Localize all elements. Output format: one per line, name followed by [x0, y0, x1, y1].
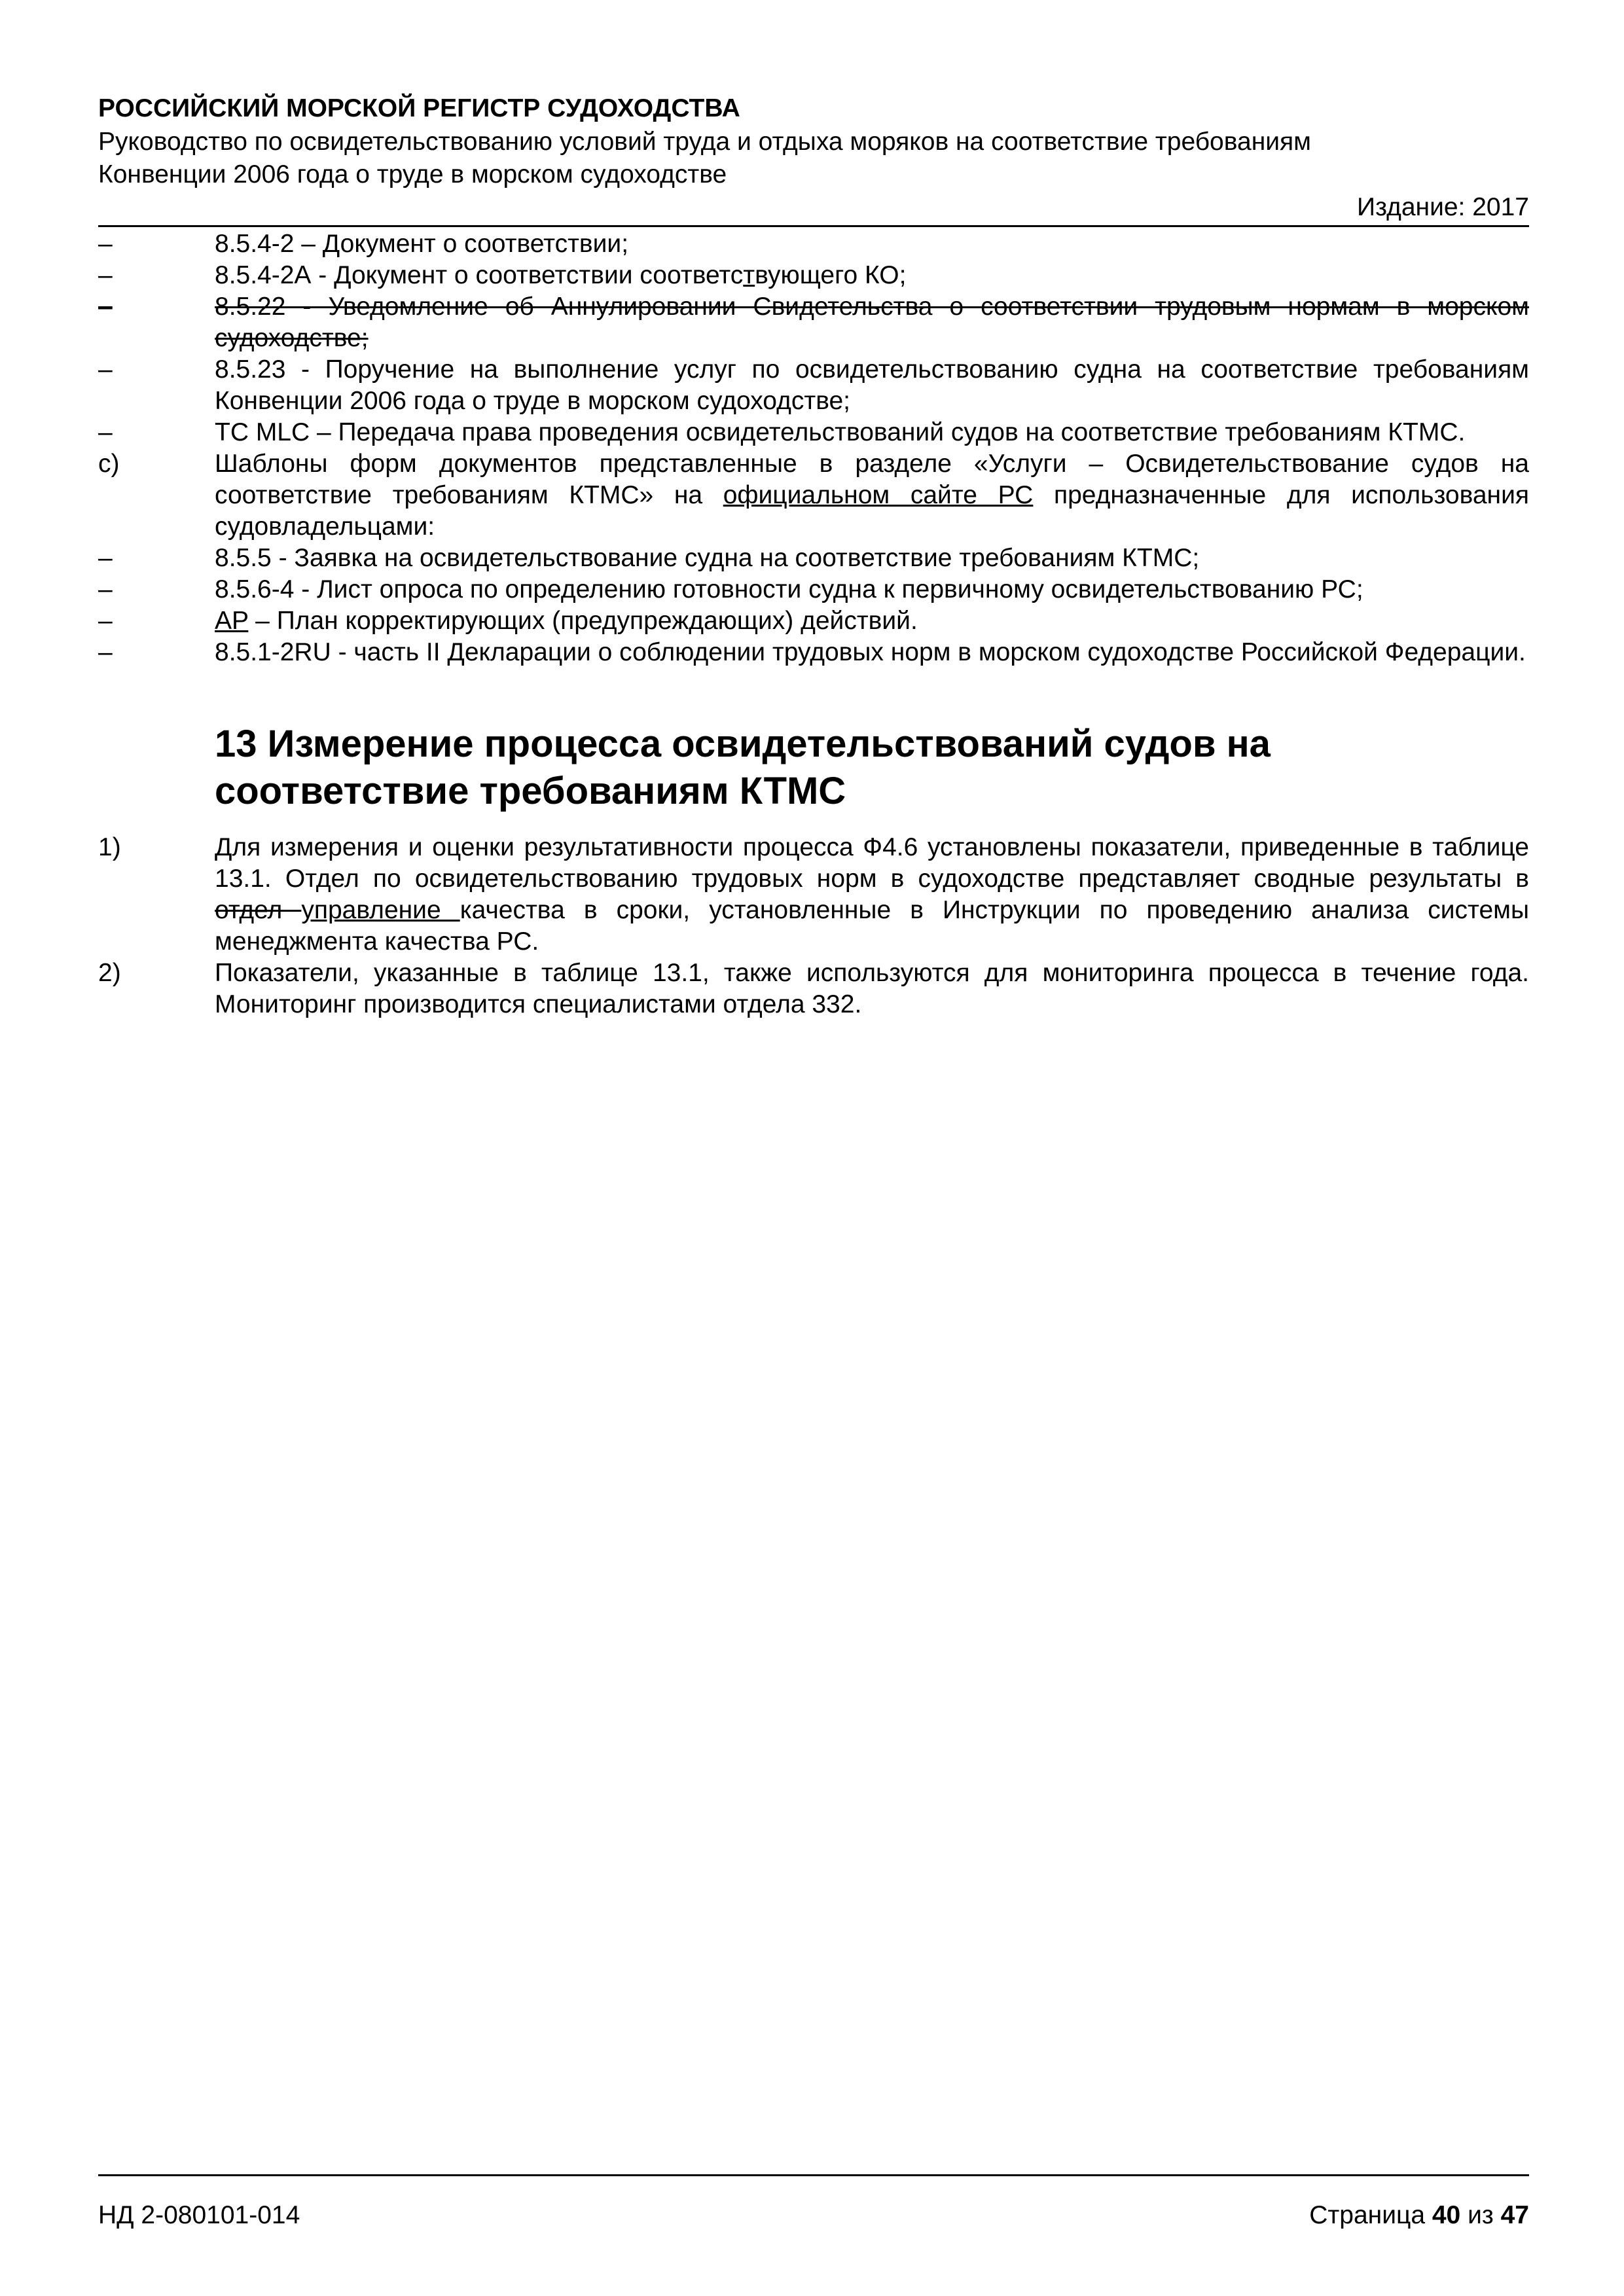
text-fragment: Шаблоны форм документов представленные в разделе «Услуги – Освидетельствование судов на соответствие требованиям КТМС» на: [215, 450, 1529, 509]
list-marker: –: [98, 293, 113, 321]
current-page: 40: [1432, 2201, 1461, 2229]
list-item: [98, 228, 1529, 260]
text-fragment: 8.5.4-2А - Документ о соответствии соответс: [215, 261, 744, 289]
list-item-text-strikethrough: 8.5.22 - Уведомление об Аннулировании Свидетельства о соответствии трудовым нормам в морском судоходстве;: [215, 293, 1529, 352]
text-fragment: предназначенные для использования судовладельцами:: [215, 481, 1529, 541]
list-marker: –: [98, 607, 113, 635]
list-marker: –: [98, 230, 113, 258]
list-item: [98, 637, 1529, 668]
of-label: из: [1468, 2201, 1494, 2229]
list-item: [98, 260, 1529, 291]
list-item-text: TC MLC – Передача права проведения освидетельствований судов на соответствие требованиям КТМС.: [215, 418, 1466, 446]
section-heading: 13 Измерение процесса освидетельствований судов на соответствие требованиям КТМС: [215, 723, 1271, 812]
list-item: [98, 605, 1529, 637]
list-item-text: [215, 260, 1529, 291]
edition-row: [98, 191, 1529, 224]
list-marker: –: [98, 355, 113, 384]
paragraph-text: [215, 448, 1529, 543]
underlined-insertion: т: [743, 261, 755, 289]
list-marker: –: [98, 575, 113, 603]
list-marker: –: [98, 418, 113, 446]
paragraph-c: [98, 448, 1529, 543]
header-divider: [98, 225, 1529, 227]
list-item-deleted: [98, 291, 1529, 354]
document-page: [98, 92, 1529, 2206]
forms-list: [98, 228, 1529, 668]
list-item-text: 8.5.1-2RU - часть II Декларации о соблюдении трудовых норм в морском судоходстве Российской Федерации.: [215, 638, 1526, 666]
list-item: [98, 354, 1529, 417]
text-fragment: вующего КО;: [755, 261, 907, 289]
list-marker: –: [98, 261, 113, 289]
organization-name: РОССИЙСКИЙ МОРСКОЙ РЕГИСТР СУДОХОДСТВА: [98, 94, 740, 122]
list-item-text: 8.5.4-2 – Документ о соответствии;: [215, 230, 629, 258]
list-item: [98, 574, 1529, 605]
document-subtitle-line-2: Конвенции 2006 года о труде в морском судоходстве: [98, 160, 727, 188]
page-label: Страница: [1309, 2201, 1426, 2229]
list-item: [98, 543, 1529, 574]
document-id: НД 2-080101-014: [98, 2201, 300, 2229]
list-item-text: [215, 605, 1529, 637]
list-marker: –: [98, 544, 113, 572]
numbered-paragraph-2: [98, 958, 1529, 1020]
list-item-text: 8.5.23 - Поручение на выполнение услуг по освидетельствованию судна на соответствие требованиям Конвенции 2006 года о труде в морском судоходстве;: [215, 355, 1529, 415]
paragraph-text: [215, 832, 1529, 958]
list-item-text: 8.5.6-4 - Лист опроса по определению готовности судна к первичному освидетельствованию РС;: [215, 575, 1363, 603]
text-fragment: качества в сроки, установленные в Инструкции по проведению анализа системы менеджмента качества РС.: [215, 896, 1529, 956]
paragraph-marker: c): [98, 450, 120, 478]
paragraph-text: Показатели, указанные в таблице 13.1, также используются для мониторинга процесса в течение года. Мониторинг производится специалистами отдела 332.: [215, 959, 1529, 1018]
list-item: [98, 417, 1529, 448]
edition-label: Издание: 2017: [1357, 193, 1529, 221]
text-fragment: – План корректирующих (предупреждающих) действий.: [248, 607, 918, 635]
paragraph-marker: 1): [98, 833, 121, 861]
page-number: [1309, 2200, 1529, 2231]
deleted-text: отдел: [215, 896, 302, 924]
ap-link[interactable]: AP: [215, 607, 249, 635]
list-item-text: 8.5.5 - Заявка на освидетельствование судна на соответствие требованиям КТМС;: [215, 544, 1200, 572]
official-site-link[interactable]: официальном сайте РС: [723, 481, 1034, 509]
numbered-paragraph-1: [98, 832, 1529, 958]
total-pages: 47: [1500, 2201, 1529, 2229]
paragraph-marker: 2): [98, 959, 121, 987]
text-fragment: Для измерения и оценки результативности процесса Ф4.6 установлены показатели, приведенные в таблице 13.1. Отдел по освидетельствованию трудовых норм в судоходстве представляет сводные результаты в: [215, 833, 1529, 893]
document-subtitle-line-1: Руководство по освидетельствованию условий труда и отдыха моряков на соответствие требованиям: [98, 128, 1311, 156]
page-footer: [98, 2174, 1529, 2231]
inserted-text: управление: [301, 896, 460, 924]
list-marker: –: [98, 638, 113, 666]
